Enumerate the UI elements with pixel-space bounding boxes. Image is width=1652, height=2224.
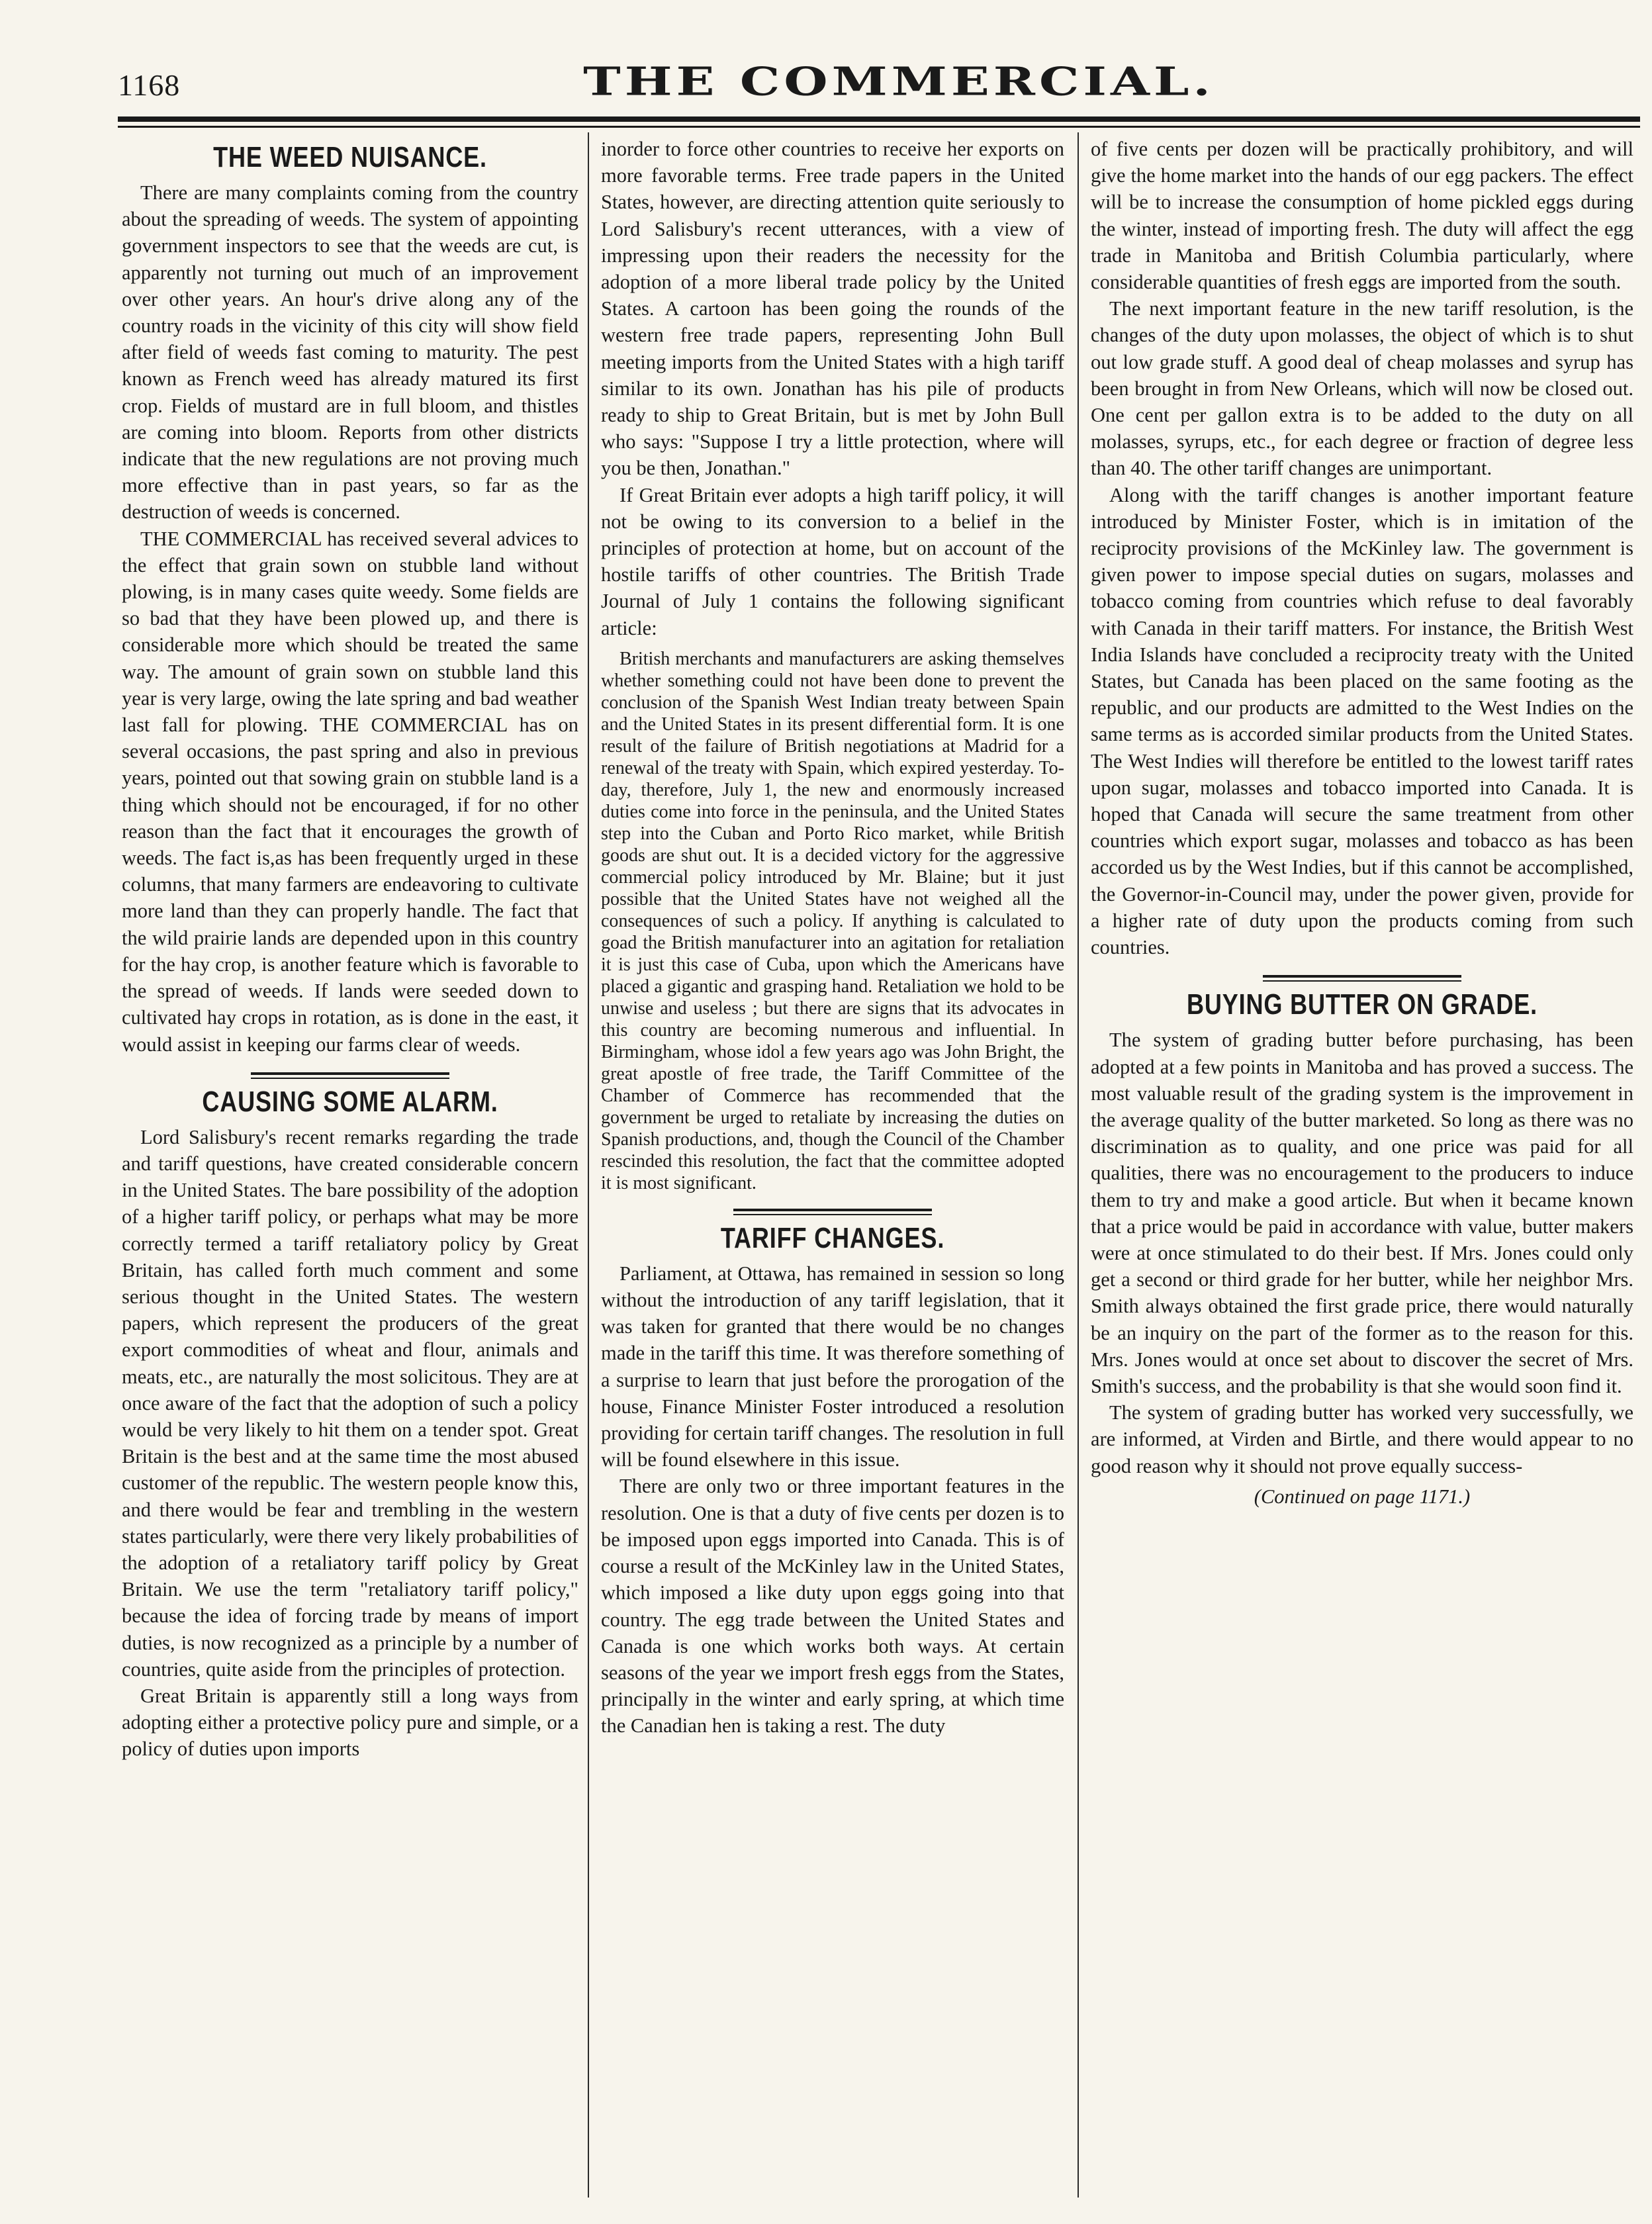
column-separator bbox=[588, 132, 589, 2198]
header-rule-thick bbox=[118, 116, 1640, 122]
article-paragraph: Great Britain is apparently still a long ways from adopting either a protective policy pure and simple, or a policy of duties upon imports bbox=[122, 1684, 578, 1761]
column-2 bbox=[601, 136, 1064, 2194]
masthead: THE COMMERCIAL. bbox=[583, 58, 1215, 105]
article-heading-tariff-changes: TARIFF CHANGES. bbox=[720, 1221, 945, 1254]
article-paragraph: Along with the tariff changes is another important feature introduced by Minister Foster, which is in imitation of the reciprocity provisions of the McKinley law. The government is given power to impose special duties on sugars, molasses and tobacco coming from countries which refuse to deal favorably with Canada in their tariff matters. For instance, the British West India Islands have concluded a reciprocity treaty with the United States, but Canada has been placed on the same footing as the republic, and our products are admitted to the West Indies on the same terms as is accorded similar products from the United States. The West Indies will therefore be entitled to the lowest tariff rates upon sugar, molasses and tobacco imported into Canada. It is hoped that Canada will secure the same treatment from other countries which export sugar, molasses and tobacco as has been accorded us by the West Indies, but if this cannot be accomplished, the Governor-in-Council may, under the power given, provide for a higher rate of duty upon the products coming from such countries. bbox=[1091, 483, 1633, 959]
article-paragraph: THE COMMERCIAL has received several advices to the effect that grain sown on stubble land without plowing, is in many cases quite weedy. Some fields are so bad that they have been plowed up, and there is considerable more which should be treated the same way. The amount of grain sown on stubble land this year is very large, owing the late spring and bad weather last fall for plowing. THE COMMERCIAL has on several occasions, the past spring and also in previous years, pointed out that sowing grain on stubble land is a thing which should not be encouraged, if for no other reason than the fact that it encourages the growth of weeds. The fact is,as has been frequently urged in these columns, that many farmers are endeavoring to cultivate more land than they can properly handle. The fact that the wild prairie lands are depended upon in this country for the hay crop, is another feature which is favorable to the spread of weeds. If lands were seeded down to cultivated hay crops in rotation, as is done in the east, it would assist in keeping our farms clear of weeds. bbox=[122, 527, 578, 1056]
article-paragraph: The system of grading butter has worked very successfully, we are informed, at Virden and Birtle, and there would appear to no good reason why it should not prove equally success- bbox=[1091, 1401, 1633, 1477]
page-header bbox=[118, 38, 1652, 111]
continued-notice: (Continued on page 1171.) bbox=[1254, 1485, 1471, 1508]
section-divider bbox=[1263, 975, 1461, 982]
quoted-article: British merchants and manufacturers are asking themselves whether something could not have been done to prevent the conclusion of the Spanish West Indian treaty between Spain and the United States in its present differential form. It is one result of the failure of British negotiations at Madrid for a renewal of the treaty with Spain, which expired yesterday. To-day, therefore, July 1, the new and enormously increased duties come into force in the peninsula, and the United States step into the Cuban and Porto Rico market, while British goods are shut out. It is a decided victory for the aggressive commercial policy introduced by Mr. Blaine; but it just possible that the United States have not weighed all the consequences of such a policy. If anything is calculated to goad the British manufacturer into an agitation for retaliation it is just this case of Cuba, upon which the Americans have placed a gigantic and grasping hand. Retaliation we hold to be unwise and useless ; but there are signs that its advocates in this country are becoming numerous and influential. In Birmingham, whose idol a few years ago was John Bright, the great apostle of free trade, the Tariff Committee of the Chamber of Commerce has recommended that the government be urged to retaliate by increasing the duties on Spanish productions, and, though the Council of the Chamber rescinded this resolution, the fact that the committee adopted it is most significant. bbox=[601, 648, 1064, 1193]
article-paragraph: of five cents per dozen will be practically prohibitory, and will give the home market into the hands of our egg packers. The effect will be to increase the consumption of home pickled eggs during the winter, instead of importing fresh. The duty will affect the egg trade in Manitoba and British Columbia particularly, where considerable quantities of fresh eggs are imported from the south. bbox=[1091, 138, 1633, 294]
article-paragraph: If Great Britain ever adopts a high tariff policy, it will not be owing to its conversion to a belief in the principles of protection at home, but on account of the hostile tariffs of other countries. The British Trade Journal of July 1 contains the following significant article: bbox=[601, 483, 1064, 639]
column-separator bbox=[1078, 132, 1079, 2198]
article-paragraph: inorder to force other countries to receive her exports on more favorable terms. Free trade papers in the United States, however, are directing attention quite seriously to Lord Salisbury's recent utterances, with a view of impressing upon their readers the necessity for the adoption of a more liberal trade policy by the United States. A cartoon has been going the rounds of the western free trade papers, representing John Bull meeting imports from the United States with a high tariff similar to its own. Jonathan has his pile of products ready to ship to Great Britain, but is met by John Bull who says: "Suppose I try a little protection, where will you be then, Jonathan." bbox=[601, 138, 1064, 480]
article-paragraph: There are only two or three important features in the resolution. One is that a duty of five cents per dozen is to be imposed upon eggs imported into Canada. This is of course a result of the McKinley law in the United States, which imposed a like duty upon eggs going into that country. The egg trade between the United States and Canada is one which works both ways. At certain seasons of the year we import fresh eggs from the States, principally in the winter and early spring, at which time the Canadian hen is taking a rest. The duty bbox=[601, 1475, 1064, 1738]
article-paragraph: The next important feature in the new tariff resolution, is the changes of the duty upon molasses, the object of which is to shut out low grade stuff. A good deal of cheap molasses and syrup has been brought in from New Orleans, which will now be closed out. One cent per gallon extra is to be added to the duty on all molasses, syrups, etc., for each degree or fraction of degree less than 40. The other tariff changes are unimportant. bbox=[1091, 297, 1633, 480]
page-number: 1168 bbox=[118, 68, 181, 102]
section-divider bbox=[251, 1072, 449, 1079]
article-paragraph: The system of grading butter before purchasing, has been adopted at a few points in Manitoba and has proved a success. The most valuable result of the grading system is the improvement in the average quality of the butter marketed. So long as there was no discrimination as to quality, and one price was paid for all qualities, there was no encouragement to the producers to induce them to try and make a good article. But when it became known that a price would be paid in accordance with value, butter makers were at once stimulated to do their best. If Mrs. Jones could only get a second or third grade for her butter, while her neighbor Mrs. Smith always obtained the first grade price, there would naturally be an inquiry on the part of the former as to the reason for this. Mrs. Jones would at once set about to discover the secret of Mrs. Smith's success, and the probability is that she would soon find it. bbox=[1091, 1029, 1633, 1397]
column-1 bbox=[122, 136, 578, 2194]
column-3 bbox=[1091, 136, 1633, 2194]
article-paragraph: Lord Salisbury's recent remarks regarding the trade and tariff questions, have created considerable concern in the United States. The bare possibility of the adoption of a higher tariff policy, or perhaps what may be more correctly termed a tariff retaliatory policy by Great Britain, has called forth much comment and some serious thought in the United States. The western papers, which represent the producers of the great export commodities of wheat and flour, animals and meats, etc., are naturally the most solicitous. They are at once aware of the fact that the adoption of such a policy would be very likely to hit them on a tender spot. Great Britain is the best and at the same time the most abused customer of the republic. The western people know this, and there would be fear and trembling in the western states particularly, were there very likely probabilities of the adoption of a retaliatory tariff policy by Great Britain. We use the term "retaliatory tariff policy," because the idea of forcing trade by means of import duties, is now recognized as a principle by a number of countries, quite aside from the principles of protection. bbox=[122, 1125, 578, 1681]
article-paragraph: Parliament, at Ottawa, has remained in session so long without the introduction of any tariff legislation, that it was taken for granted that there would be no changes made in the tariff this time. It was therefore something of a surprise to learn that just before the prorogation of the house, Finance Minister Foster introduced a resolution providing for certain tariff changes. The resolution in full will be found elsewhere in this issue. bbox=[601, 1262, 1064, 1471]
article-heading-buying-butter: BUYING BUTTER ON GRADE. bbox=[1186, 988, 1538, 1021]
article-paragraph: There are many complaints coming from the country about the spreading of weeds. The system of appointing government inspectors to see that the weeds are cut, is apparently not turning out much of an improvement over other years. An hour's drive along any of the country roads in the vicinity of this city will show field after field of weeds fast coming to maturity. The pest known as French weed has already matured its first crop. Fields of mustard are in full bloom, and thistles are coming into bloom. Reports from other districts indicate that the new regulations are not proving much more effective than in past years, so far as the destruction of weeds is concerned. bbox=[122, 181, 578, 524]
header-rule-thin bbox=[118, 126, 1640, 128]
section-divider bbox=[733, 1209, 932, 1215]
article-heading-causing-some-alarm: CAUSING SOME ALARM. bbox=[202, 1085, 498, 1118]
article-heading-weed-nuisance: THE WEED NUISANCE. bbox=[213, 141, 487, 173]
